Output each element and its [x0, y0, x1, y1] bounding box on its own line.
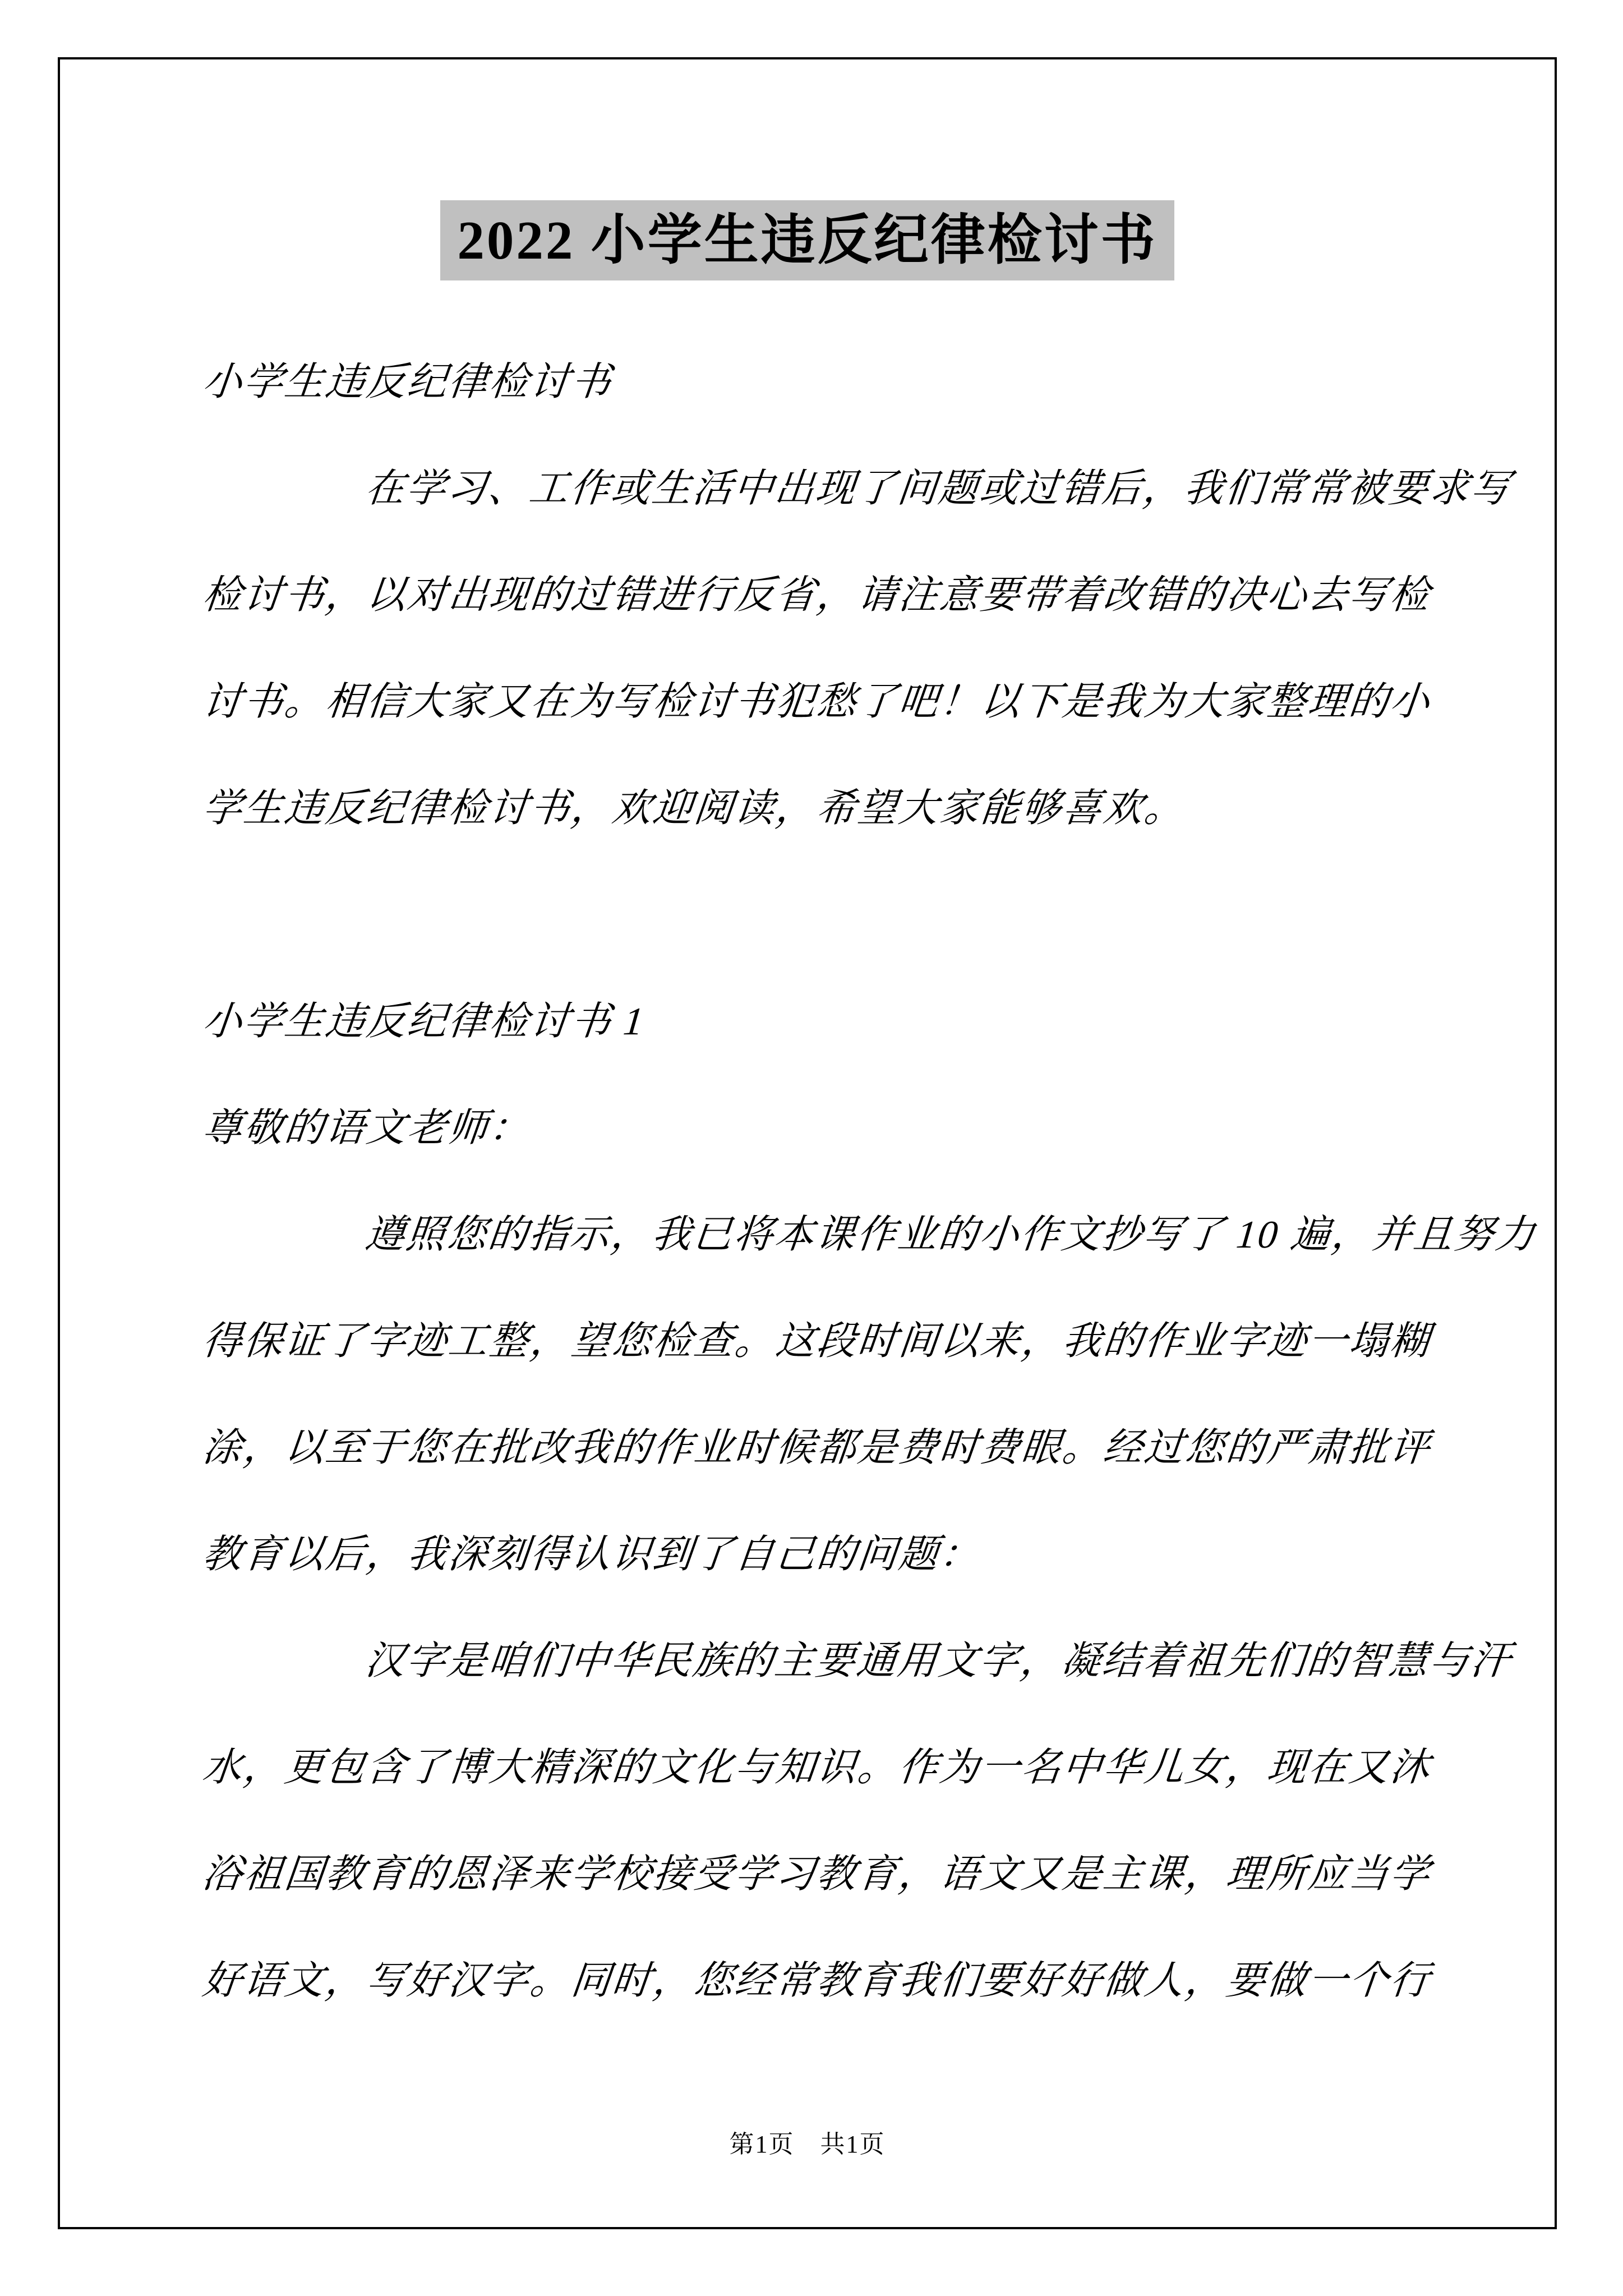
page-number: 第1页 共1页 [729, 2131, 886, 2158]
body-line: 水，更包含了博大精深的文化与知识。作为一名中华儿女，现在又沐 [200, 1746, 1433, 1789]
body-line: 教育以后，我深刻得认识到了自己的问题： [200, 1533, 983, 1576]
body-line: 汉字是咱们中华民族的主要通用文字，凝结着祖先们的智慧与汗 [363, 1640, 1514, 1683]
body-line: 得保证了字迹工整，望您检查。这段时间以来，我的作业字迹一塌糊 [200, 1320, 1433, 1363]
body-line: 检讨书，以对出现的过错进行反省，请注意要带着改错的决心去写检 [200, 574, 1433, 617]
title-band [58, 200, 1557, 280]
document-title: 2022 小学生违反纪律检讨书 [440, 200, 1174, 280]
page-footer [58, 2129, 1557, 2160]
body-line: 好语文，写好汉字。同时，您经常教育我们要好好做人，要做一个行 [200, 1959, 1433, 2003]
body-line: 涂，以至于您在批改我的作业时候都是费时费眼。经过您的严肃批评 [200, 1427, 1433, 1470]
body-line: 学生违反纪律检讨书，欢迎阅读，希望大家能够喜欢。 [200, 787, 1188, 830]
blank-line [200, 892, 1468, 999]
body-line: 在学习、工作或生活中出现了问题或过错后，我们常常被要求写 [363, 467, 1514, 510]
body-line: 浴祖国教育的恩泽来学校接受学习教育，语文又是主课，理所应当学 [200, 1853, 1433, 1896]
body-line: 讨书。相信大家又在为写检讨书犯愁了吧！以下是我为大家整理的小 [200, 680, 1433, 724]
body-line: 小学生违反纪律检讨书 [200, 361, 615, 404]
document-body [200, 359, 1539, 2064]
body-line: 遵照您的指示，我已将本课作业的小作文抄写了 10 遍，并且努力 [363, 1213, 1539, 1257]
salutation-line: 尊敬的语文老师： [200, 1107, 533, 1150]
section-heading: 小学生违反纪律检讨书 1 [200, 1000, 648, 1043]
